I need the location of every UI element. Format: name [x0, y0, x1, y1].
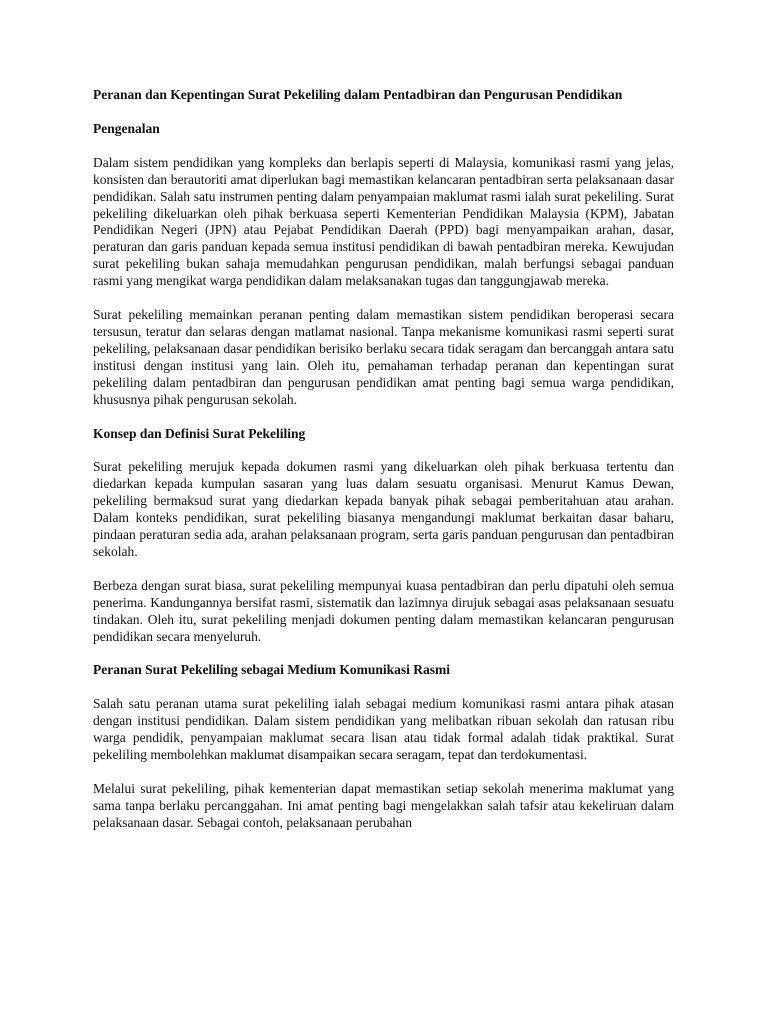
paragraph: Dalam sistem pendidikan yang kompleks dan berlapis seperti di Malaysia, komunikasi rasmi yang jelas, konsisten dan berautoriti amat diperlukan bagi memastikan kelancaran pentadbiran serta pelaksanaan dasar pendidikan. Salah satu instrumen penting dalam penyampaian maklumat rasmi ialah surat pekeliling. Surat pekeliling dikeluarkan oleh pihak berkuasa seperti Kementerian Pendidikan Malaysia (KPM), Jabatan Pendidikan Negeri (JPN) atau Pejabat Pendidikan Daerah (PPD) bagi menyampaikan arahan, dasar, peraturan dan garis panduan kepada semua institusi pendidikan di bawah pentadbiran mereka. Kewujudan surat pekeliling bukan sahaja memudahkan pengurusan pendidikan, malah berfungsi sebagai panduan rasmi yang mengikat warga pendidikan dalam melaksanakan tugas dan tanggungjawab mereka. — [93, 154, 674, 289]
paragraph: Berbeza dengan surat biasa, surat pekeliling mempunyai kuasa pentadbiran dan perlu dipatuhi oleh semua penerima. Kandungannya bersifat rasmi, sistematik dan lazimnya dirujuk sebagai asas pelaksanaan sesuatu tindakan. Oleh itu, surat pekeliling menjadi dokumen penting dalam memastikan kelancaran pengurusan pendidikan secara menyeluruh. — [93, 577, 674, 644]
paragraph: Salah satu peranan utama surat pekeliling ialah sebagai medium komunikasi rasmi antara pihak atasan dengan institusi pendidikan. Dalam sistem pendidikan yang melibatkan ribuan sekolah dan ratusan ribu warga pendidik, penyampaian maklumat secara lisan atau tidak formal adalah tidak praktikal. Surat pekeliling membolehkan maklumat disampaikan secara seragam, tepat dan terdokumentasi. — [93, 696, 674, 763]
section-heading-pengenalan: Pengenalan — [93, 120, 160, 136]
paragraph: Surat pekeliling merujuk kepada dokumen rasmi yang dikeluarkan oleh pihak berkuasa tertentu dan diedarkan kepada kumpulan sasaran yang luas dalam sesuatu organisasi. Menurut Kamus Dewan, pekeliling bermaksud surat yang diedarkan kepada banyak pihak sebagai pemberitahuan atau arahan. Dalam konteks pendidikan, surat pekeliling biasanya mengandungi maklumat berkaitan dasar baharu, pindaan peraturan sedia ada, arahan pelaksanaan program, serta garis panduan pengurusan dan pentadbiran sekolah. — [93, 459, 674, 559]
document-page — [93, 87, 674, 849]
document-title: Peranan dan Kepentingan Surat Pekeliling dalam Pentadbiran dan Pengurusan Pendidikan — [93, 87, 623, 102]
section-heading-konsep: Konsep dan Definisi Surat Pekeliling — [93, 425, 306, 441]
paragraph: Surat pekeliling memainkan peranan penting dalam memastikan sistem pendidikan beroperasi secara tersusun, teratur dan selaras dengan matlamat nasional. Tanpa mekanisme komunikasi rasmi seperti surat pekeliling, pelaksanaan dasar pendidikan berisiko berlaku secara tidak seragam dan bercanggah antara satu institusi dengan institusi yang lain. Oleh itu, pemahaman terhadap peranan dan kepentingan surat pekeliling dalam pentadbiran dan pengurusan pendidikan amat penting bagi semua warga pendidikan, khususnya pihak pengurusan sekolah. — [93, 307, 674, 407]
paragraph: Melalui surat pekeliling, pihak kementerian dapat memastikan setiap sekolah menerima maklumat yang sama tanpa berlaku percanggahan. Ini amat penting bagi mengelakkan salah tafsir atau kekeliruan dalam pelaksanaan dasar. Sebagai contoh, pelaksanaan perubahan — [93, 781, 674, 830]
section-heading-peranan: Peranan Surat Pekeliling sebagai Medium Komunikasi Rasmi — [93, 662, 451, 678]
